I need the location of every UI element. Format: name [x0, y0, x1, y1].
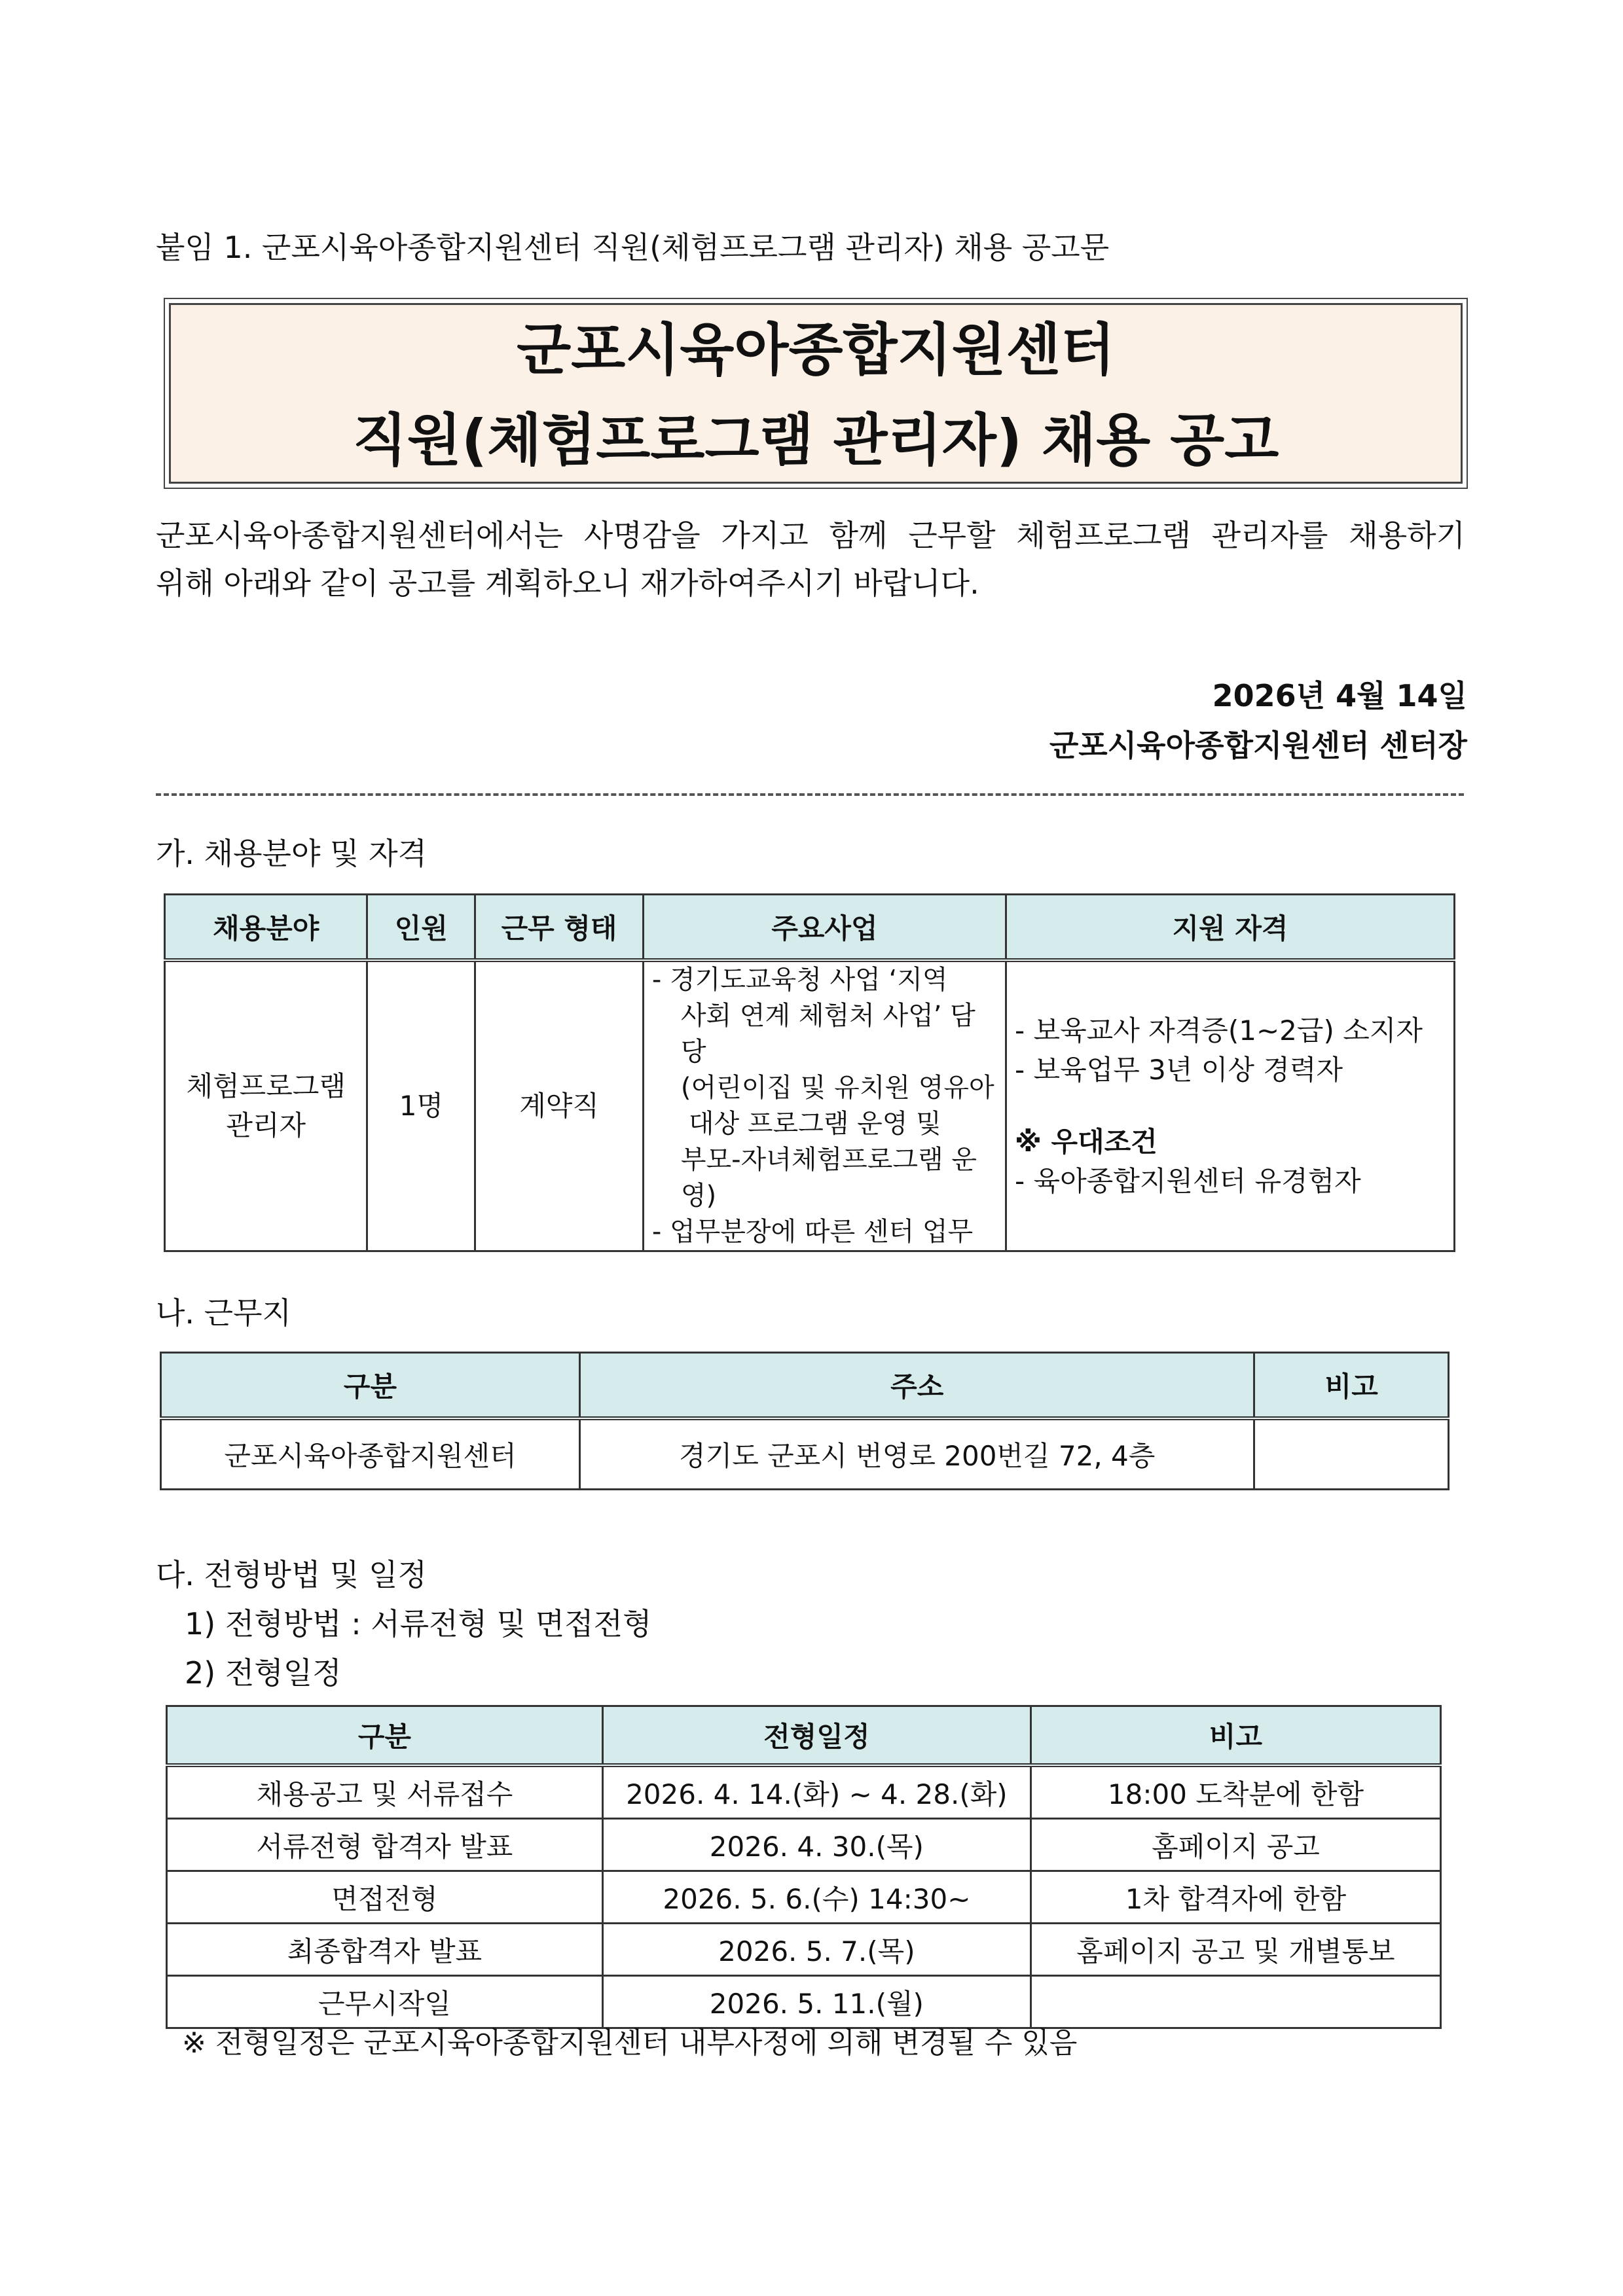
field-cell	[165, 960, 367, 1251]
duty-line: 사회 연계 체험처 사업’ 담당	[680, 1001, 976, 1067]
attachment-line: 붙임 1. 군포시육아종합지원센터 직원(체험프로그램 관리자) 채용 공고문	[156, 230, 1110, 265]
selection-method: 1) 전형방법 : 서류전형 및 면접전형	[185, 1606, 652, 1641]
table-cell: 서류전형 합격자 발표	[167, 1819, 603, 1871]
title-line-1: 군포시육아종합지원센터	[517, 317, 1115, 383]
header-cell: 채용분야	[165, 895, 367, 961]
duty-line: 대상 프로그램 운영 및	[688, 1109, 941, 1139]
duty-line: (어린이집 및 유치원 영유아	[680, 1073, 994, 1103]
table-cell: 2026. 5. 7.(목)	[602, 1924, 1030, 1976]
table-cell: 최종합격자 발표	[167, 1924, 603, 1976]
title-box	[169, 303, 1463, 484]
duty-line: - 경기도교육청 사업 ‘지역	[651, 965, 948, 995]
section-c-heading: 다. 전형방법 및 일정	[156, 1557, 427, 1592]
schedule-heading: 2) 전형일정	[185, 1655, 342, 1691]
workplace-table	[160, 1352, 1450, 1490]
table-cell	[1030, 1976, 1440, 2028]
table-row	[165, 960, 1455, 1251]
table-cell: 근무시작일	[167, 1976, 603, 2028]
table-cell: 홈페이지 공고 및 개별통보	[1030, 1924, 1440, 1976]
table-header-row	[167, 1706, 1441, 1766]
header-cell: 전형일정	[602, 1706, 1030, 1766]
header-cell: 구분	[161, 1353, 580, 1419]
signer: 군포시육아종합지원센터 센터장	[1049, 728, 1467, 763]
header-cell: 주요사업	[643, 895, 1006, 961]
preference-title: ※ 우대조건	[1015, 1126, 1158, 1158]
dashed-divider	[156, 793, 1464, 796]
header-cell: 구분	[167, 1706, 603, 1766]
title-line-2: 직원(체험프로그램 관리자) 채용 공고	[352, 408, 1279, 473]
preference-line: - 육아종합지원센터 유경험자	[1015, 1165, 1361, 1197]
qualification-line: - 보육업무 3년 이상 경력자	[1015, 1054, 1343, 1086]
table-cell: 2026. 4. 14.(화) ~ 4. 28.(화)	[602, 1765, 1030, 1819]
header-cell: 인원	[367, 895, 475, 961]
header-cell: 비고	[1254, 1353, 1449, 1419]
table-cell: 18:00 도착분에 한함	[1030, 1765, 1440, 1819]
table-row	[161, 1418, 1449, 1490]
table-cell: 2026. 4. 30.(목)	[602, 1819, 1030, 1871]
table-row	[167, 1871, 1441, 1924]
type-cell: 계약직	[475, 960, 644, 1251]
header-cell: 비고	[1030, 1706, 1440, 1766]
table-row	[167, 1819, 1441, 1871]
header-cell: 주소	[580, 1353, 1254, 1419]
table-cell	[1254, 1418, 1449, 1490]
header-cell: 지원 자격	[1006, 895, 1455, 961]
table-cell: 경기도 군포시 번영로 200번길 72, 4층	[580, 1418, 1254, 1490]
schedule-note: ※ 전형일정은 군포시육아종합지원센터 내부사정에 의해 변경될 수 있음	[182, 2026, 1078, 2060]
count-cell: 1명	[367, 960, 475, 1251]
section-a-heading: 가. 채용분야 및 자격	[156, 836, 427, 871]
qualification-line: - 보육교사 자격증(1~2급) 소지자	[1015, 1014, 1423, 1047]
duty-line: 부모-자녀체험프로그램 운영)	[680, 1145, 977, 1211]
table-row	[167, 1765, 1441, 1819]
intro-line-1: 군포시육아종합지원센터에서는 사명감을 가지고 함께 근무할 체험프로그램 관리자를 채용하기	[156, 518, 1465, 553]
header-cell: 근무 형태	[475, 895, 644, 961]
intro-line-2: 위해 아래와 같이 공고를 계획하오니 재가하여주시기 바랍니다.	[156, 565, 979, 601]
field-line-2: 관리자	[226, 1109, 306, 1141]
duty-line: - 업무분장에 따른 센터 업무	[651, 1217, 974, 1247]
table-row	[167, 1924, 1441, 1976]
table-cell: 2026. 5. 11.(월)	[602, 1976, 1030, 2028]
qualification-table	[164, 893, 1455, 1252]
table-cell: 면접전형	[167, 1871, 603, 1924]
intro-paragraph	[156, 512, 1465, 607]
duties-cell	[643, 960, 1006, 1251]
table-header-row	[161, 1353, 1449, 1419]
qualification-cell	[1006, 960, 1455, 1251]
field-line-1: 체험프로그램	[186, 1070, 346, 1102]
notice-date: 2026년 4월 14일	[1212, 678, 1467, 713]
table-cell: 1차 합격자에 한함	[1030, 1871, 1440, 1924]
table-cell: 2026. 5. 6.(수) 14:30~	[602, 1871, 1030, 1924]
table-cell: 홈페이지 공고	[1030, 1819, 1440, 1871]
table-cell: 군포시육아종합지원센터	[161, 1418, 580, 1490]
table-cell: 채용공고 및 서류접수	[167, 1765, 603, 1819]
date-signature	[1049, 671, 1467, 770]
schedule-table	[166, 1705, 1442, 2029]
section-b-heading: 나. 근무지	[156, 1295, 291, 1331]
table-header-row	[165, 895, 1455, 961]
